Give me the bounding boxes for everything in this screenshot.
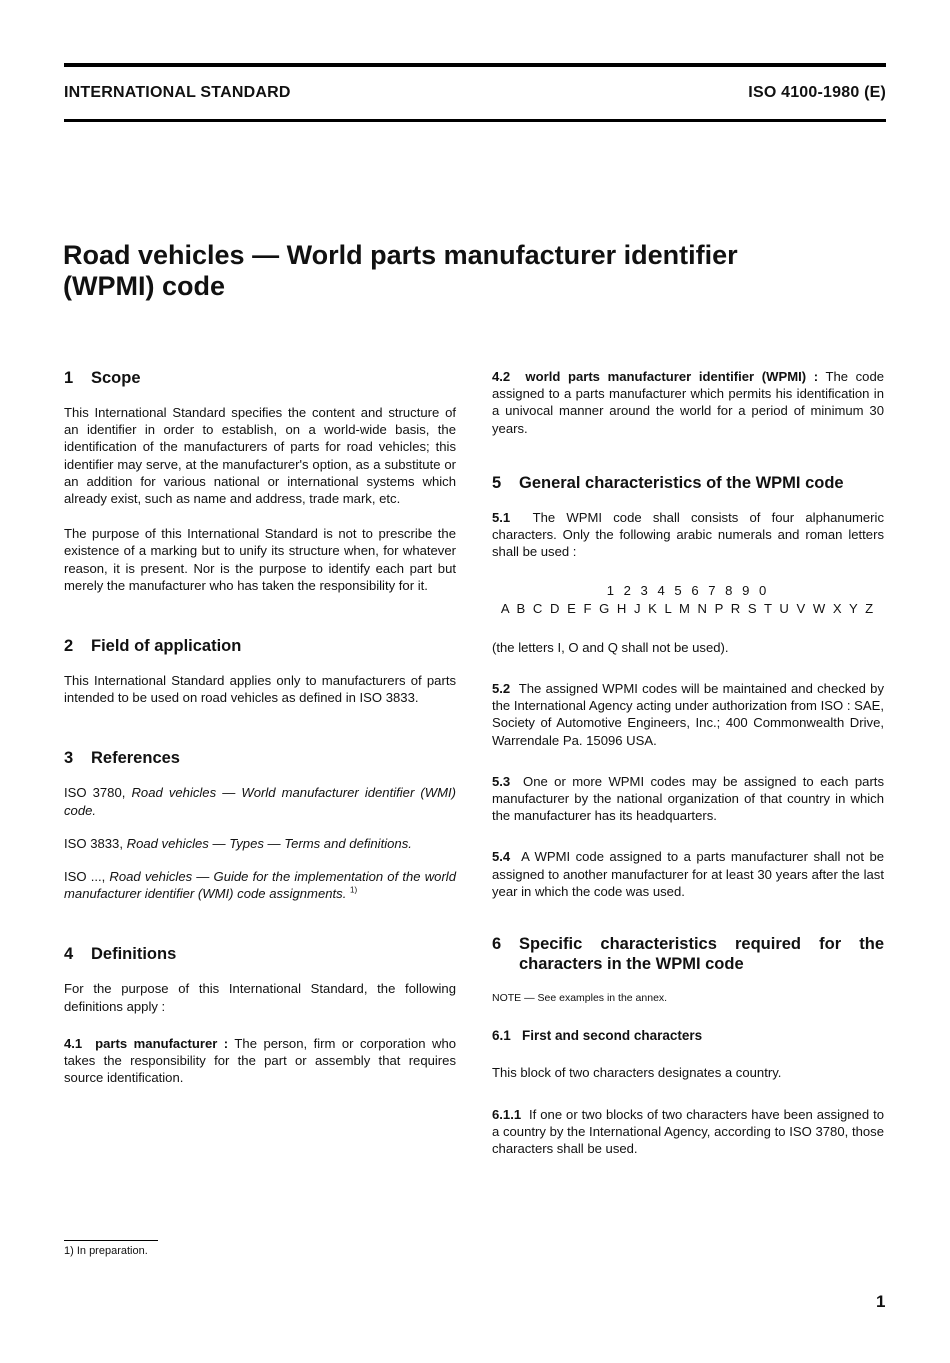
page-number: 1 [876, 1292, 886, 1311]
left-column [64, 368, 456, 1102]
top-rule [64, 63, 886, 67]
definition-4-1: 4.1 parts manufacturer : The person, firm or corporation who takes the responsibility for the part or assembly that requires source identification. [64, 1035, 457, 1086]
right-column [492, 368, 884, 1173]
subsection-6-1-heading: 6.1 First and second characters [492, 1028, 703, 1044]
clause-5-1: 5.1 The WPMI code shall consists of four alphanumeric characters. Only the following arabic numerals and roman letters shall be used : [492, 509, 884, 560]
title-line-1: Road vehicles — World parts manufacturer identifier [63, 240, 738, 270]
clause-5-2: 5.2 The assigned WPMI codes will be maintained and checked by the International Agency acting under authorization from ISO : SAE, Society of Automotive Engineers, Inc.; 400 Commonwealth Drive, Warrendale Pa. 15096 USA. [492, 681, 884, 748]
allowed-numerals: 1 2 3 4 5 6 7 8 9 0 [606, 583, 770, 599]
header-left: INTERNATIONAL STANDARD [64, 84, 291, 101]
scope-paragraph-2: The purpose of this International Standard is not to prescribe the existence of a marking but to unify its structure when, for whatever reason, it is present. Nor is the purpose to identify each part but merely the manufacturer who has taken the responsibility for it. [64, 526, 456, 593]
section-3-heading: 3 References [64, 749, 180, 768]
allowed-letters: A B C D E F G H J K L M N P R S T U V W X Y Z [500, 600, 876, 616]
clause-5-3: 5.3 One or more WPMI codes may be assigned to each parts manufacturer by the national organization of that country in which the manufacturer has its headquarters. [492, 773, 884, 824]
footnote: 1) In preparation. [64, 1245, 148, 1257]
document-title [63, 240, 883, 302]
header-bottom-rule [64, 119, 886, 122]
scope-paragraph-1: This International Standard specifies the content and structure of an identifier in order to establish, on a world-wide basis, the identification of the manufacturers of parts for road vehicles; this identifier may serve, at the manufacturer's option, as a substitute or an addition for various national or international systems which already exist, such as name and address, trade mark, etc. [64, 405, 456, 507]
clause-5-4: 5.4 A WPMI code assigned to a parts manufacturer shall not be assigned to another manufacturer for at least 30 years after the last year in which the code was used. [492, 849, 885, 899]
reference-3: ISO ..., Road vehicles — Guide for the implementation of the world manufacturer identifier (WMI) code assignments. $^{1)}$ [64, 869, 456, 902]
footnote-ref: 1) [350, 885, 358, 895]
field-paragraph: This International Standard applies only to manufacturers of parts intended to be used on road vehicles as defined in ISO 3833. [64, 673, 456, 706]
section-4-heading: 4 Definitions [64, 945, 177, 964]
subsection-6-1-text: This block of two characters designates a country. [492, 1065, 782, 1081]
section-5-heading: 5 General characteristics of the WPMI code [492, 473, 844, 492]
reference-1: ISO 3780, Road vehicles — World manufacturer identifier (WMI) code. [64, 785, 457, 818]
section-1-heading: 1 Scope [64, 369, 141, 387]
definitions-intro: For the purpose of this International Standard, the following definitions apply : [64, 981, 456, 1014]
reference-2: ISO 3833, Road vehicles — Types — Terms and definitions. [64, 835, 412, 851]
section-6-heading: 6 Specific characteristics required for the characters in the WPMI code [492, 935, 884, 974]
definition-4-2: 4.2 world parts manufacturer identifier (WPMI) : The code assigned to a parts manufacturer which permits his identification in a univocal manner around the world for a period of minimum 30 years. [492, 369, 885, 436]
excluded-letters: (the letters I, O and Q shall not be used). [492, 639, 729, 655]
footnote-rule [64, 1240, 158, 1241]
header-right: ISO 4100-1980 (E) [748, 84, 886, 101]
title-line-2: (WPMI) code [63, 271, 225, 301]
note: NOTE — See examples in the annex. [492, 992, 668, 1005]
clause-6-1-1: 6.1.1 If one or two blocks of two characters have been assigned to a country by the International Agency, according to ISO 3780, those characters shall be used. [492, 1106, 884, 1157]
section-2-heading: 2 Field of application [64, 637, 242, 656]
